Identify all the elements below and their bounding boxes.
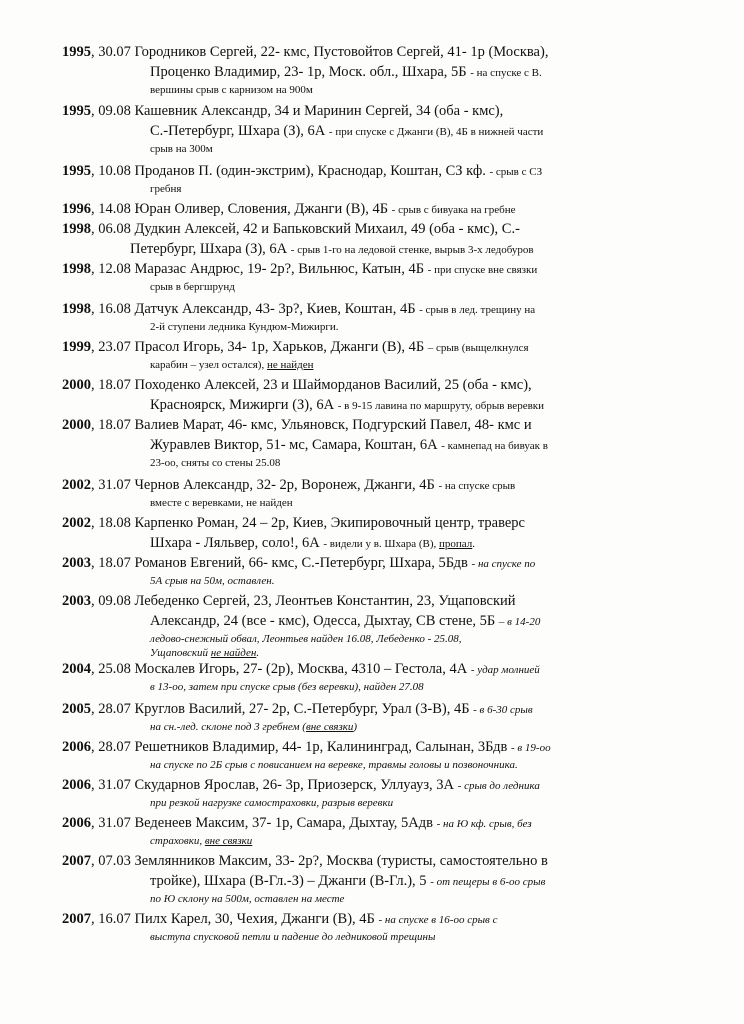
entry-note: - в 19-оо bbox=[510, 742, 551, 754]
entry-year: 2002 bbox=[62, 515, 91, 531]
entry-text: Романов Евгений, 66- кмс, С.-Петербург, Шхара, 5Бдв bbox=[134, 555, 472, 571]
entry-text: Прасол Игорь, 34- 1р, Харьков, Джанги (В), 4Б bbox=[134, 339, 428, 355]
entry-date: , 28.07 bbox=[91, 739, 135, 755]
entry-line bbox=[150, 835, 252, 848]
entry-note: не найден bbox=[266, 359, 314, 371]
entry-year: 2005 bbox=[62, 701, 91, 717]
entry-year: 2006 bbox=[62, 777, 91, 793]
entry-date: , 18.07 bbox=[91, 417, 135, 433]
entry-text: Кашевник Александр, 34 и Маринин Сергей, 34 (оба - кмс), bbox=[134, 103, 504, 119]
entry-year: 2006 bbox=[62, 815, 91, 831]
entry-line bbox=[150, 281, 235, 294]
entry-note: - на Ю кф. срыв, без bbox=[436, 818, 532, 830]
entry-note: - срыв с бивуака на гребне bbox=[391, 204, 516, 216]
entry-line bbox=[62, 163, 542, 181]
entry-note: в 13-оо, затем при спуске срыв (без веревки), найден 27.08 bbox=[150, 681, 424, 693]
entry-line bbox=[62, 777, 540, 795]
entry-year: 1995 bbox=[62, 103, 91, 119]
entry-text: Шхара - Ляльвер, соло!, 6А bbox=[150, 535, 324, 551]
entry-note: - срыв с СЗ bbox=[489, 166, 543, 178]
entry-text: Красноярск, Мижирги (З), 6А bbox=[150, 397, 338, 413]
entry-line bbox=[62, 593, 516, 610]
entry-date: , 10.08 bbox=[91, 163, 135, 179]
entry-date: , 18.07 bbox=[91, 555, 135, 571]
entry-note: 2-й ступени ледника Кундюм-Мижирги. bbox=[150, 321, 339, 333]
entry-line bbox=[62, 221, 520, 238]
entry-year: 1995 bbox=[62, 44, 91, 60]
entry-line bbox=[150, 721, 357, 734]
entry-note: - на спуске по bbox=[471, 558, 536, 570]
entry-note: - удар молнией bbox=[470, 664, 540, 676]
entry-line bbox=[150, 613, 540, 631]
entry-year: 1999 bbox=[62, 339, 91, 355]
entry-line bbox=[150, 931, 435, 944]
entry-line bbox=[150, 535, 475, 553]
entry-line bbox=[62, 417, 532, 434]
entry-line bbox=[62, 301, 535, 319]
entry-line bbox=[150, 759, 518, 772]
entry-line bbox=[150, 797, 393, 810]
entry-date: , 18.07 bbox=[91, 377, 135, 393]
entry-note: не найден bbox=[210, 647, 257, 659]
entry-text: Чернов Александр, 32- 2р, Воронеж, Джанги, 4Б bbox=[134, 477, 439, 493]
entry-line bbox=[62, 853, 548, 870]
entry-text: тройке), Шхара (В-Гл.-З) – Джанги (В-Гл.), 5 bbox=[150, 873, 431, 889]
entry-year: 2002 bbox=[62, 477, 91, 493]
entry-line bbox=[150, 359, 314, 372]
entry-line bbox=[62, 515, 525, 532]
entry-line bbox=[150, 681, 424, 694]
entry-year: 2000 bbox=[62, 417, 91, 433]
entry-line bbox=[150, 893, 344, 906]
entry-date: , 16.07 bbox=[91, 911, 135, 927]
entry-year: 1998 bbox=[62, 261, 91, 277]
entry-text: Скударнов Ярослав, 26- 3р, Приозерск, Уллуауз, 3А bbox=[134, 777, 458, 793]
entry-note: - в 6-30 срыв bbox=[473, 704, 533, 716]
entry-line bbox=[62, 339, 529, 357]
entry-note: . bbox=[256, 647, 260, 659]
entry-line bbox=[150, 457, 280, 470]
entry-note: 5А срыв на 50м, оставлен. bbox=[150, 575, 275, 587]
entry-line bbox=[62, 477, 515, 495]
entry-note: по Ю склону на 500м, оставлен на месте bbox=[150, 893, 345, 905]
entry-line bbox=[62, 739, 551, 757]
entry-line bbox=[150, 123, 543, 141]
entry-note: - срыв в лед. трещину на bbox=[419, 304, 536, 316]
entry-note: 23-оо, сняты со стены 25.08 bbox=[150, 457, 281, 469]
entry-year: 1995 bbox=[62, 163, 91, 179]
entry-line bbox=[150, 143, 213, 156]
entry-year: 2004 bbox=[62, 661, 91, 677]
entry-line bbox=[150, 437, 548, 455]
entry-year: 2006 bbox=[62, 739, 91, 755]
entry-text: Проценко Владимир, 23- 1р, Моск. обл., Шхара, 5Б bbox=[150, 64, 471, 80]
entry-line bbox=[62, 555, 535, 573]
entry-line bbox=[150, 64, 542, 82]
entry-text: Датчук Александр, 43- 3р?, Киев, Коштан, 4Б bbox=[134, 301, 420, 317]
entry-note: - камнепад на бивуак в bbox=[441, 440, 548, 452]
entry-line bbox=[150, 183, 181, 196]
entry-note: срыв в бергшрунд bbox=[150, 281, 235, 293]
entry-date: , 16.08 bbox=[91, 301, 135, 317]
entry-note: - на спуске в 16-оо срыв с bbox=[378, 914, 498, 926]
entry-note: - при спуске с Джанги (В), 4Б в нижней части bbox=[328, 126, 544, 138]
entry-date: , 09.08 bbox=[91, 103, 135, 119]
entry-note: . bbox=[472, 538, 476, 550]
entry-date: , 14.08 bbox=[91, 201, 135, 217]
entry-note: – срыв (выщелкнулся bbox=[427, 342, 529, 354]
entry-line bbox=[62, 377, 532, 394]
entry-line bbox=[62, 701, 533, 719]
entry-text: Решетников Владимир, 44- 1р, Калининград, Салынан, 3Бдв bbox=[134, 739, 511, 755]
entry-year: 2007 bbox=[62, 911, 91, 927]
entry-date: , 30.07 bbox=[91, 44, 135, 60]
entry-text: Карпенко Роман, 24 – 2р, Киев, Экипировочный центр, траверс bbox=[134, 515, 525, 531]
entry-date: , 06.08 bbox=[91, 221, 135, 237]
entry-note: пропал bbox=[439, 538, 473, 550]
entry-line bbox=[150, 497, 293, 510]
entry-text: Походенко Алексей, 23 и Шайморданов Василий, 25 (оба - кмс), bbox=[134, 377, 532, 393]
entry-note: - на спуске срыв bbox=[438, 480, 516, 492]
entry-date: , 18.08 bbox=[91, 515, 135, 531]
entry-year: 1998 bbox=[62, 301, 91, 317]
entry-line bbox=[150, 647, 259, 660]
entry-note: - от пещеры в 6-оо срыв bbox=[430, 876, 546, 888]
entry-line bbox=[150, 397, 544, 415]
entry-text: Проданов П. (один-экстрим), Краснодар, Коштан, СЗ кф. bbox=[134, 163, 490, 179]
entry-note: – в 14-20 bbox=[498, 616, 541, 628]
entry-text: Маразас Андрюс, 19- 2р?, Вильнюс, Катын, 4Б bbox=[134, 261, 428, 277]
entry-date: , 12.08 bbox=[91, 261, 135, 277]
entry-note: страховки, bbox=[150, 835, 205, 847]
entry-date: , 31.07 bbox=[91, 477, 135, 493]
entry-year: 1996 bbox=[62, 201, 91, 217]
entry-text: Лебеденко Сергей, 23, Леонтьев Константин, 23, Ущаповский bbox=[134, 593, 516, 609]
entry-text: Землянников Максим, 33- 2р?, Москва (туристы, самостоятельно в bbox=[134, 853, 548, 869]
entry-line bbox=[130, 241, 534, 259]
entry-note: на сн.-лед. склоне под 3 гребнем ( bbox=[150, 721, 306, 733]
entry-year: 1998 bbox=[62, 221, 91, 237]
entry-note: ледово-снежный обвал, Леонтьев найден 16.08, Лебеденко - 25.08, bbox=[150, 633, 462, 645]
entry-text: Круглов Василий, 27- 2р, С.-Петербург, Урал (З-В), 4Б bbox=[134, 701, 474, 717]
entry-note: выступа спусковой петли и падение до ледниковой трещины bbox=[150, 931, 436, 943]
entry-line bbox=[150, 321, 339, 334]
entry-year: 2007 bbox=[62, 853, 91, 869]
entry-text: Валиев Марат, 46- кмс, Ульяновск, Подгурский Павел, 48- кмс и bbox=[134, 417, 532, 433]
entry-note: - в 9-15 лавина по маршруту, обрыв веревки bbox=[337, 400, 545, 412]
entry-line bbox=[150, 873, 545, 891]
entry-line bbox=[150, 575, 274, 588]
entry-text: С.-Петербург, Шхара (З), 6А bbox=[150, 123, 329, 139]
entry-note: вне связки bbox=[204, 835, 253, 847]
entry-line bbox=[150, 84, 313, 97]
entry-note: срыв на 300м bbox=[150, 143, 213, 155]
entry-line bbox=[62, 201, 516, 219]
entry-date: , 07.03 bbox=[91, 853, 135, 869]
entry-note: вместе с веревками, не найден bbox=[150, 497, 293, 509]
entry-note: на спуске по 2Б срыв с повисанием на веревке, травмы головы и позвоночника. bbox=[150, 759, 518, 771]
entry-note: - при спуске вне связки bbox=[427, 264, 538, 276]
entry-date: , 31.07 bbox=[91, 815, 135, 831]
entry-text: Петербург, Шхара (З), 6А bbox=[130, 241, 291, 257]
entry-note: вне связки bbox=[305, 721, 354, 733]
entry-date: , 23.07 bbox=[91, 339, 135, 355]
entry-text: Дудкин Алексей, 42 и Бапьковский Михаил, 49 (оба - кмс), С.- bbox=[134, 221, 520, 237]
entry-year: 2003 bbox=[62, 555, 91, 571]
entry-line bbox=[62, 815, 532, 833]
entry-line bbox=[62, 261, 537, 279]
entry-text: Пилх Карел, 30, Чехия, Джанги (В), 4Б bbox=[134, 911, 379, 927]
entry-text: Юран Оливер, Словения, Джанги (В), 4Б bbox=[134, 201, 392, 217]
entry-note: карабин – узел остался), bbox=[150, 359, 267, 371]
entry-date: , 31.07 bbox=[91, 777, 135, 793]
entry-year: 2000 bbox=[62, 377, 91, 393]
entry-note: - срыв до ледника bbox=[457, 780, 540, 792]
entry-note: - видели у в. Шхара (В), bbox=[323, 538, 440, 550]
entry-text: Веденеев Максим, 37- 1р, Самара, Дыхтау, 5Адв bbox=[134, 815, 437, 831]
entry-note: при резкой нагрузке самостраховки, разрыв веревки bbox=[150, 797, 394, 809]
entry-line bbox=[150, 633, 462, 646]
entry-line bbox=[62, 44, 548, 61]
entry-note: - на спуске с В. bbox=[470, 67, 542, 79]
entry-date: , 28.07 bbox=[91, 701, 135, 717]
entry-date: , 09.08 bbox=[91, 593, 135, 609]
entry-note: Ущаповский bbox=[150, 647, 211, 659]
entry-text: Журавлев Виктор, 51- мс, Самара, Коштан, 6А bbox=[150, 437, 442, 453]
entry-line bbox=[62, 911, 497, 929]
entry-date: , 25.08 bbox=[91, 661, 135, 677]
entry-note: гребня bbox=[150, 183, 182, 195]
entry-note: - срыв 1-го на ледовой стенке, вырыв 3-х ледобуров bbox=[290, 244, 534, 256]
entry-note: ) bbox=[353, 721, 358, 733]
entry-text: Городников Сергей, 22- кмс, Пустовойтов Сергей, 41- 1р (Москва), bbox=[134, 44, 549, 60]
entry-note: вершины срыв с карнизом на 900м bbox=[150, 84, 313, 96]
entry-line bbox=[62, 661, 540, 679]
entry-text: Александр, 24 (все - кмс), Одесса, Дыхтау, СВ стене, 5Б bbox=[150, 613, 499, 629]
entry-year: 2003 bbox=[62, 593, 91, 609]
entry-text: Москалев Игорь, 27- (2р), Москва, 4310 – Гестола, 4А bbox=[134, 661, 471, 677]
entry-line bbox=[62, 103, 503, 120]
